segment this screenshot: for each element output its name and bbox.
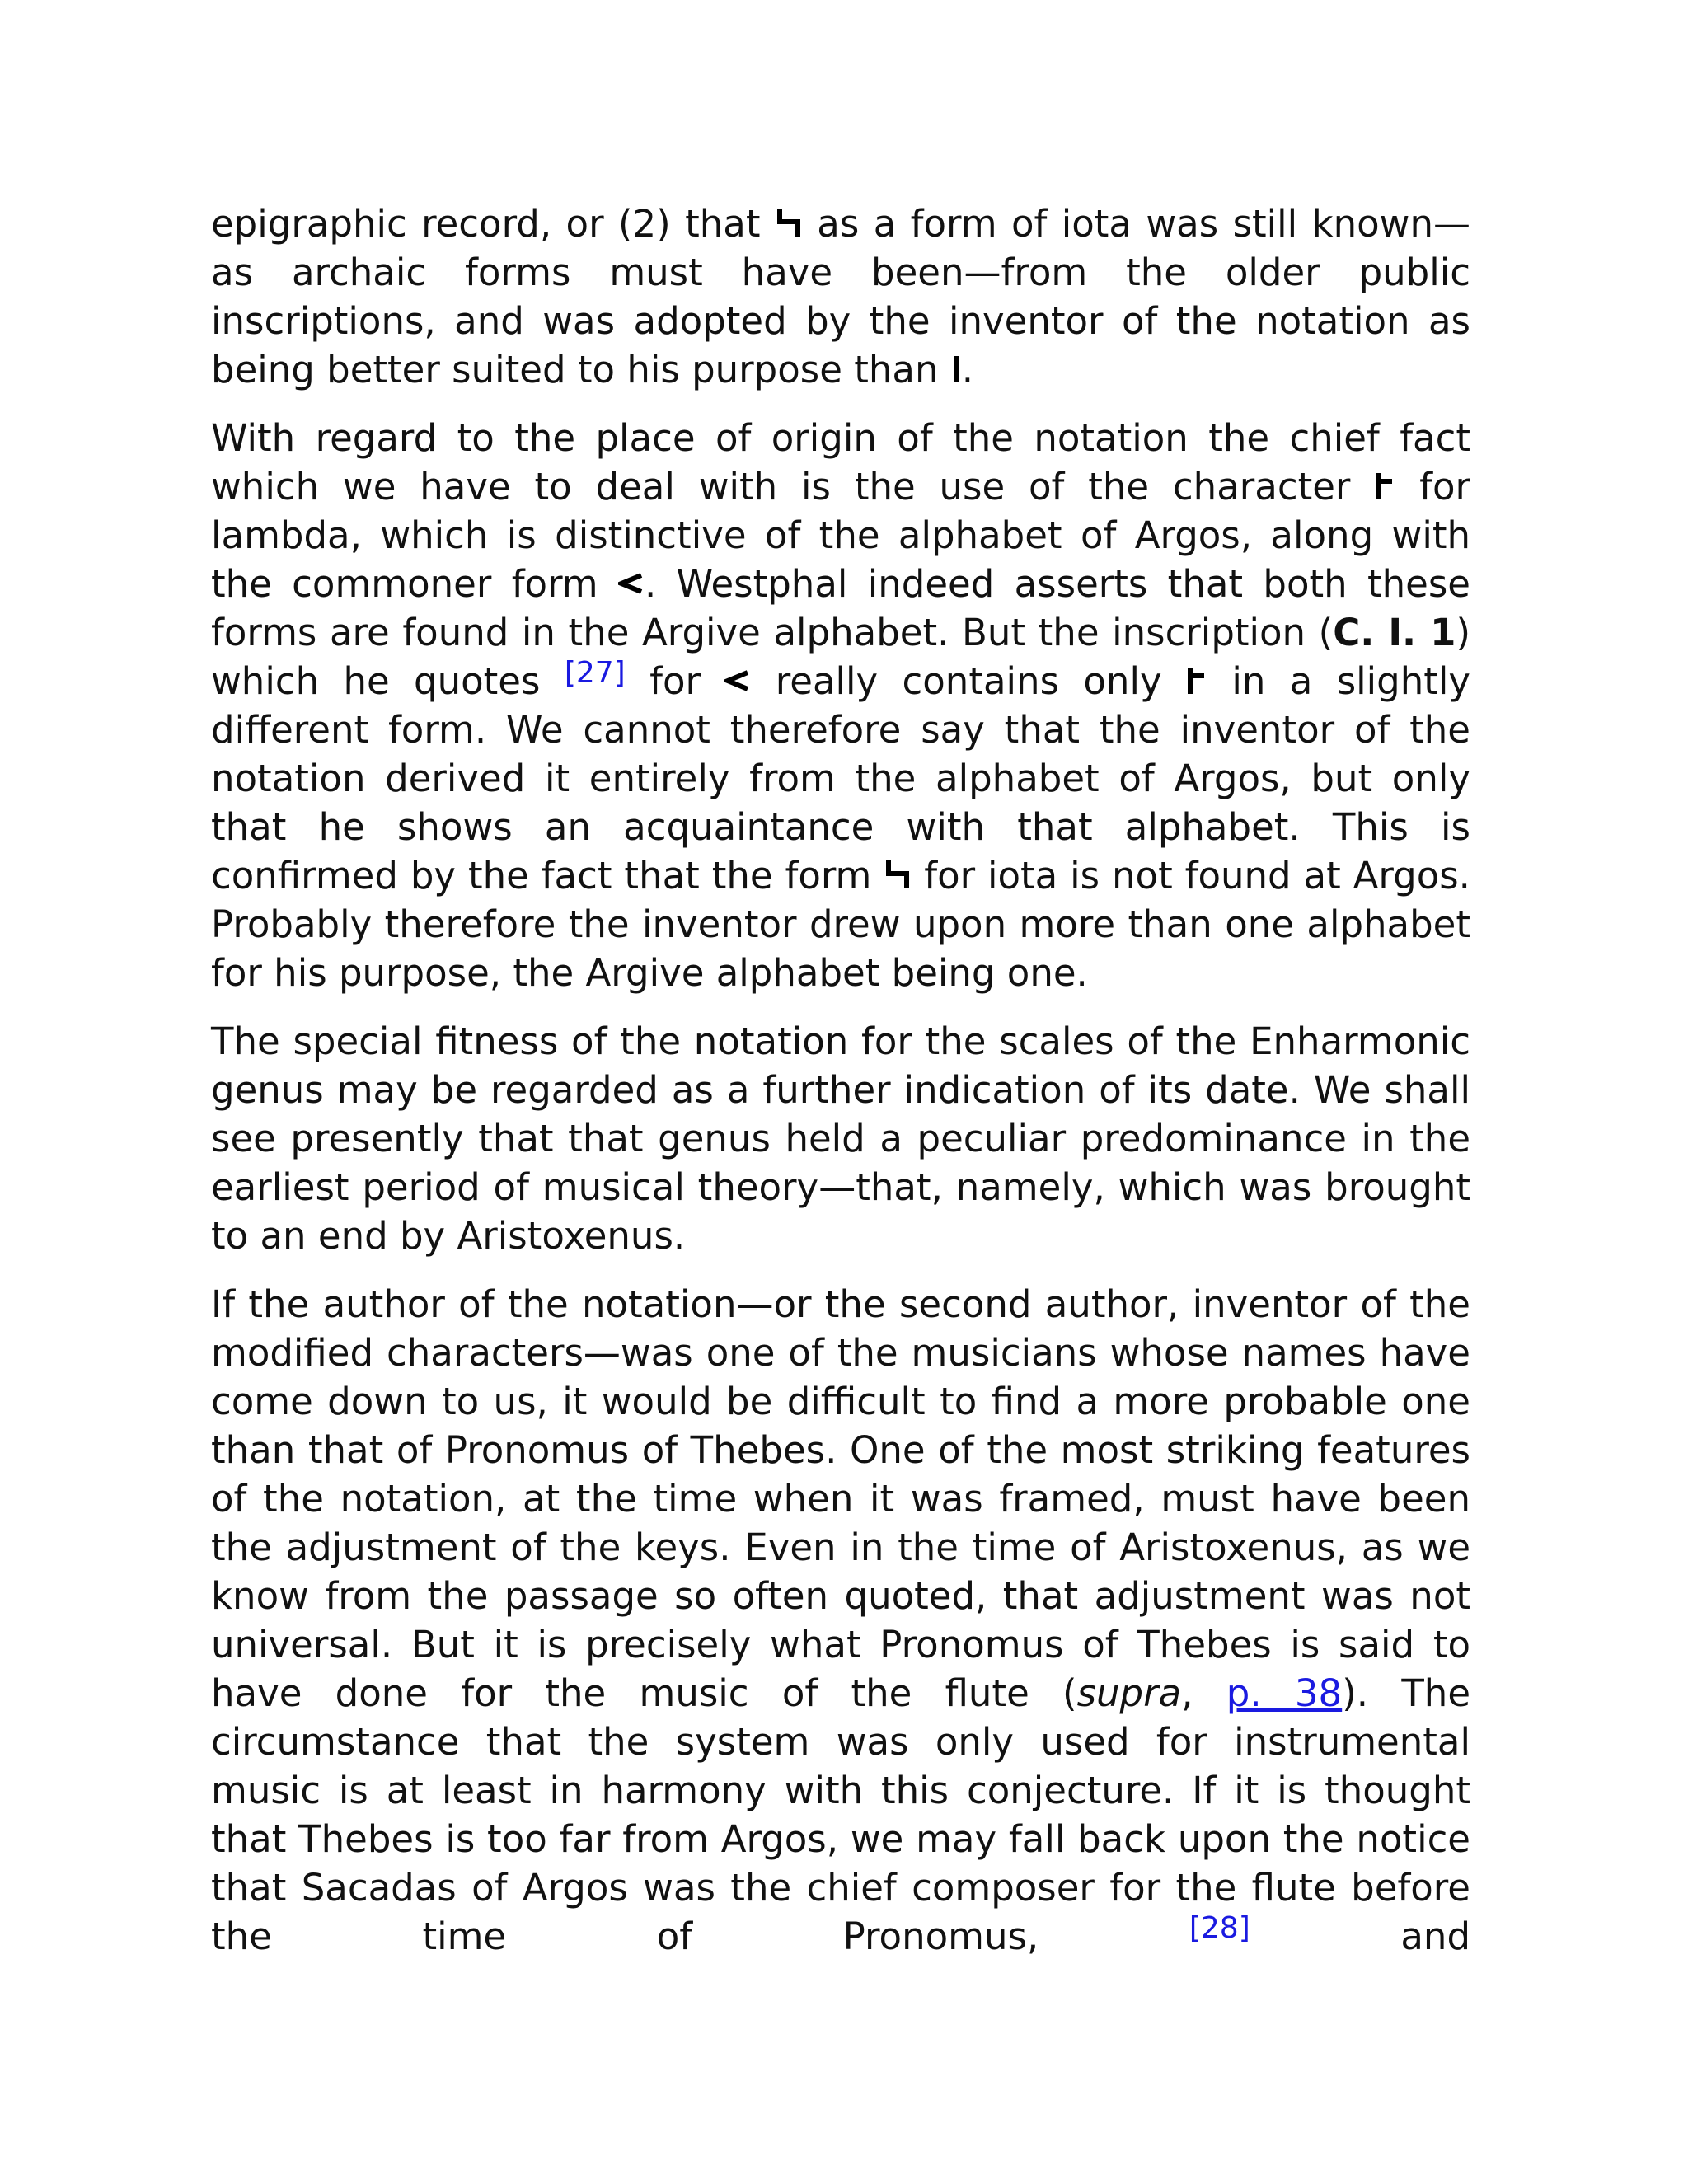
paragraph-1: epigraphic record, or (2) that as a form of iota was still known—as archaic forms must have been—from the older public inscriptions, and was adopted by the inventor of the notation as being better suited to his purpose than . [211, 202, 1471, 391]
paragraph-4: If the author of the notation—or the second author, inventor of the modified characters—was one of the musicians whose names have come down to us, it would be difficult to find a more probable one than that of Pronomus of Thebes. One of the most striking features of the notation, at the time when it was framed, must have been the adjustment of the keys. Even in the time of Aristoxenus, as we know from the passage so often quoted, that adjustment was not universal. But it is precisely what Pronomus of Thebes is said to have done for the music of the flute (supra, p. 38). The circumstance that the system was only used for instrumental music is at least in harmony with this conjecture. If it is thought that Thebes is too far from Argos, we may fall back upon the notice that Sacadas of Argos was the chief composer for the flute before the time of Pronomus, [28] and [211, 1282, 1471, 1958]
page-38-link[interactable]: p. 38 [1226, 1671, 1343, 1715]
iota-bar-glyph [950, 353, 962, 389]
inscription-citation: C. I. 1 [1333, 611, 1456, 654]
lambda-angle-glyph [618, 567, 645, 603]
lambda-glyph [1374, 470, 1395, 506]
document-page [211, 199, 1470, 1980]
footnote-28-link[interactable]: [28] [1189, 1911, 1250, 1945]
iota-hook-glyph [884, 859, 912, 895]
paragraph-2: With regard to the place of origin of the notation the chief fact which we have to deal with is the use of the character for lambda, which is distinctive of the alphabet of Argos, along with the commoner form . Westphal indeed asserts that both these forms are found in the Argive alphabet. But the inscription (C. I. 1) which he quotes [27] for really contains only in a slightly different form. We cannot therefore say that the inventor of the notation derived it entirely from the alphabet of Argos, but only that he shows an acquaintance with that alphabet. This is confirmed by the fact that the form for iota is not found at Argos. Probably therefore the inventor drew upon more than one alphabet for his purpose, the Argive alphabet being one. [211, 416, 1471, 995]
lambda-glyph [1186, 664, 1207, 701]
iota-hook-glyph [775, 207, 803, 243]
footnote-27-link[interactable]: [27] [564, 656, 626, 690]
paragraph-3: The special fitness of the notation for the scales of the Enharmonic genus may be regarded as a further indication of its date. We shall see presently that that genus held a peculiar predominance in the earliest period of musical theory—that, namely, which was brought to an end by Aristoxenus. [211, 1019, 1470, 1258]
supra-italic: supra [1076, 1671, 1182, 1715]
lambda-angle-glyph [724, 664, 751, 701]
